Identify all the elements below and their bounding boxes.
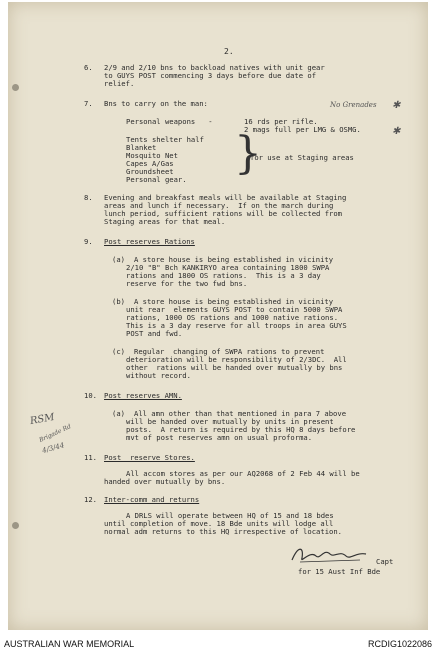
para9b-line: POST and fwd. [126, 329, 183, 338]
right-brace: } [234, 128, 262, 179]
para9b-line: This is a 3 day reserve for all troops in area GUYS [126, 321, 347, 330]
para-number: 8. [84, 193, 93, 202]
para-number: 11. [84, 453, 97, 462]
subpara-label: (c) [112, 347, 125, 356]
para6-line: to GUYS POST commencing 3 days before due date of [104, 71, 317, 80]
archive-footer [0, 632, 436, 654]
para10a-line: posts. A return is required by this HQ 8 days before [126, 425, 356, 434]
punch-hole [12, 84, 19, 91]
para12-line: normal adm returns to this HQ irrespective of location. [104, 527, 342, 536]
para9b-line: rations, 1000 OS rations and 1000 native rations. [126, 313, 339, 322]
para6-line: relief. [104, 79, 135, 88]
para8-line: Staging areas for that meal. [104, 217, 226, 226]
para11-heading: Post reserve Stores. [104, 453, 195, 462]
para9b-line: unit rear elements GUYS POST to contain 5000 SWPA [126, 305, 343, 314]
para12-heading: Inter-comm and returns [104, 495, 200, 504]
para6-line: 2/9 and 2/10 bns to backload natives with unit gear [104, 63, 325, 72]
para12-line: until completion of move. 18 Bde units will lodge all [104, 519, 334, 528]
kit-note: for use at Staging areas [250, 153, 354, 162]
para8-line: lunch period, sufficient rations will be collected from [104, 209, 342, 218]
page-number: 2. [224, 47, 234, 56]
para11-line: All accom stores as per our AQ2068 of 2 Feb 44 will be [126, 469, 360, 478]
para10a-line: mvt of post reserves amn on usual proforma. [126, 433, 313, 442]
para-number: 10. [84, 391, 97, 400]
para9a-line: reserve for the two fwd bns. [126, 279, 248, 288]
para-number: 12. [84, 495, 97, 504]
para9b-line: A store house is being established in vicinity [134, 297, 334, 306]
para-number: 9. [84, 237, 93, 246]
asterisk-mark: ✱ [392, 126, 401, 137]
para9c-line: deterioration will be responsibility of 2/3DC. All [126, 355, 347, 364]
para8-line: areas and lunch if necessary. If on the march during [104, 201, 334, 210]
handwritten-note: No Grenades [330, 101, 377, 109]
subpara-label: (a) [112, 255, 125, 264]
para10a-line: All amn other than that mentioned in para 7 above [134, 409, 347, 418]
signature-unit: for 15 Aust Inf Bde [298, 567, 381, 576]
para10a-line: will be handed over mutually by units in present [126, 417, 334, 426]
para9c-line: other rations will be handed over mutually by bns [126, 363, 343, 372]
signature-scrawl [290, 542, 370, 568]
subpara-label: (a) [112, 409, 125, 418]
margin-note: Brigade Rd [38, 423, 73, 444]
para9c-line: Regular changing of SWPA rations to prevent [134, 347, 325, 356]
para8-line: Evening and breakfast meals will be available at Staging [104, 193, 347, 202]
footer-record-id: RCDIG1022086 [367, 639, 432, 649]
kit-item: Personal gear. [126, 175, 187, 184]
document-page [8, 2, 428, 630]
kit-item: Tents shelter half [126, 135, 204, 144]
weapons-mags: 2 mags full per LMG & OSMG. [244, 125, 361, 134]
para9-heading: Post reserves Rations [104, 237, 195, 246]
para10-heading: Post reserves AMN. [104, 391, 182, 400]
kit-item: Groundsheet [126, 167, 174, 176]
signature-rank: Capt [376, 557, 394, 566]
para11-line: handed over mutually by bns. [104, 477, 226, 486]
para12-line: A DRLS will operate between HQ of 15 and 18 bdes [126, 511, 334, 520]
subpara-label: (b) [112, 297, 125, 306]
weapons-label: Personal weapons - [126, 117, 213, 126]
para-number: 6. [84, 63, 93, 72]
kit-item: Blanket [126, 143, 157, 152]
punch-hole [12, 522, 19, 529]
para9a-line: rations and 1800 OS rations. This is a 3 day [126, 271, 321, 280]
weapons-rifle: 16 rds per rifle. [244, 117, 318, 126]
margin-note: 4/3/44 [41, 441, 66, 455]
kit-item: Capes A/Gas [126, 159, 174, 168]
para7-heading: Bns to carry on the man: [104, 99, 208, 108]
para9c-line: without record. [126, 371, 191, 380]
kit-item: Mosquito Net [126, 151, 178, 160]
asterisk-mark: ✱ [392, 100, 401, 111]
footer-archive-name: AUSTRALIAN WAR MEMORIAL [4, 639, 135, 649]
para9a-line: 2/10 "B" Bch KANKIRYO area containing 1800 SWPA [126, 263, 330, 272]
margin-note: RSM [29, 411, 56, 428]
para9a-line: A store house is being established in vicinity [134, 255, 334, 264]
para-number: 7. [84, 99, 93, 108]
